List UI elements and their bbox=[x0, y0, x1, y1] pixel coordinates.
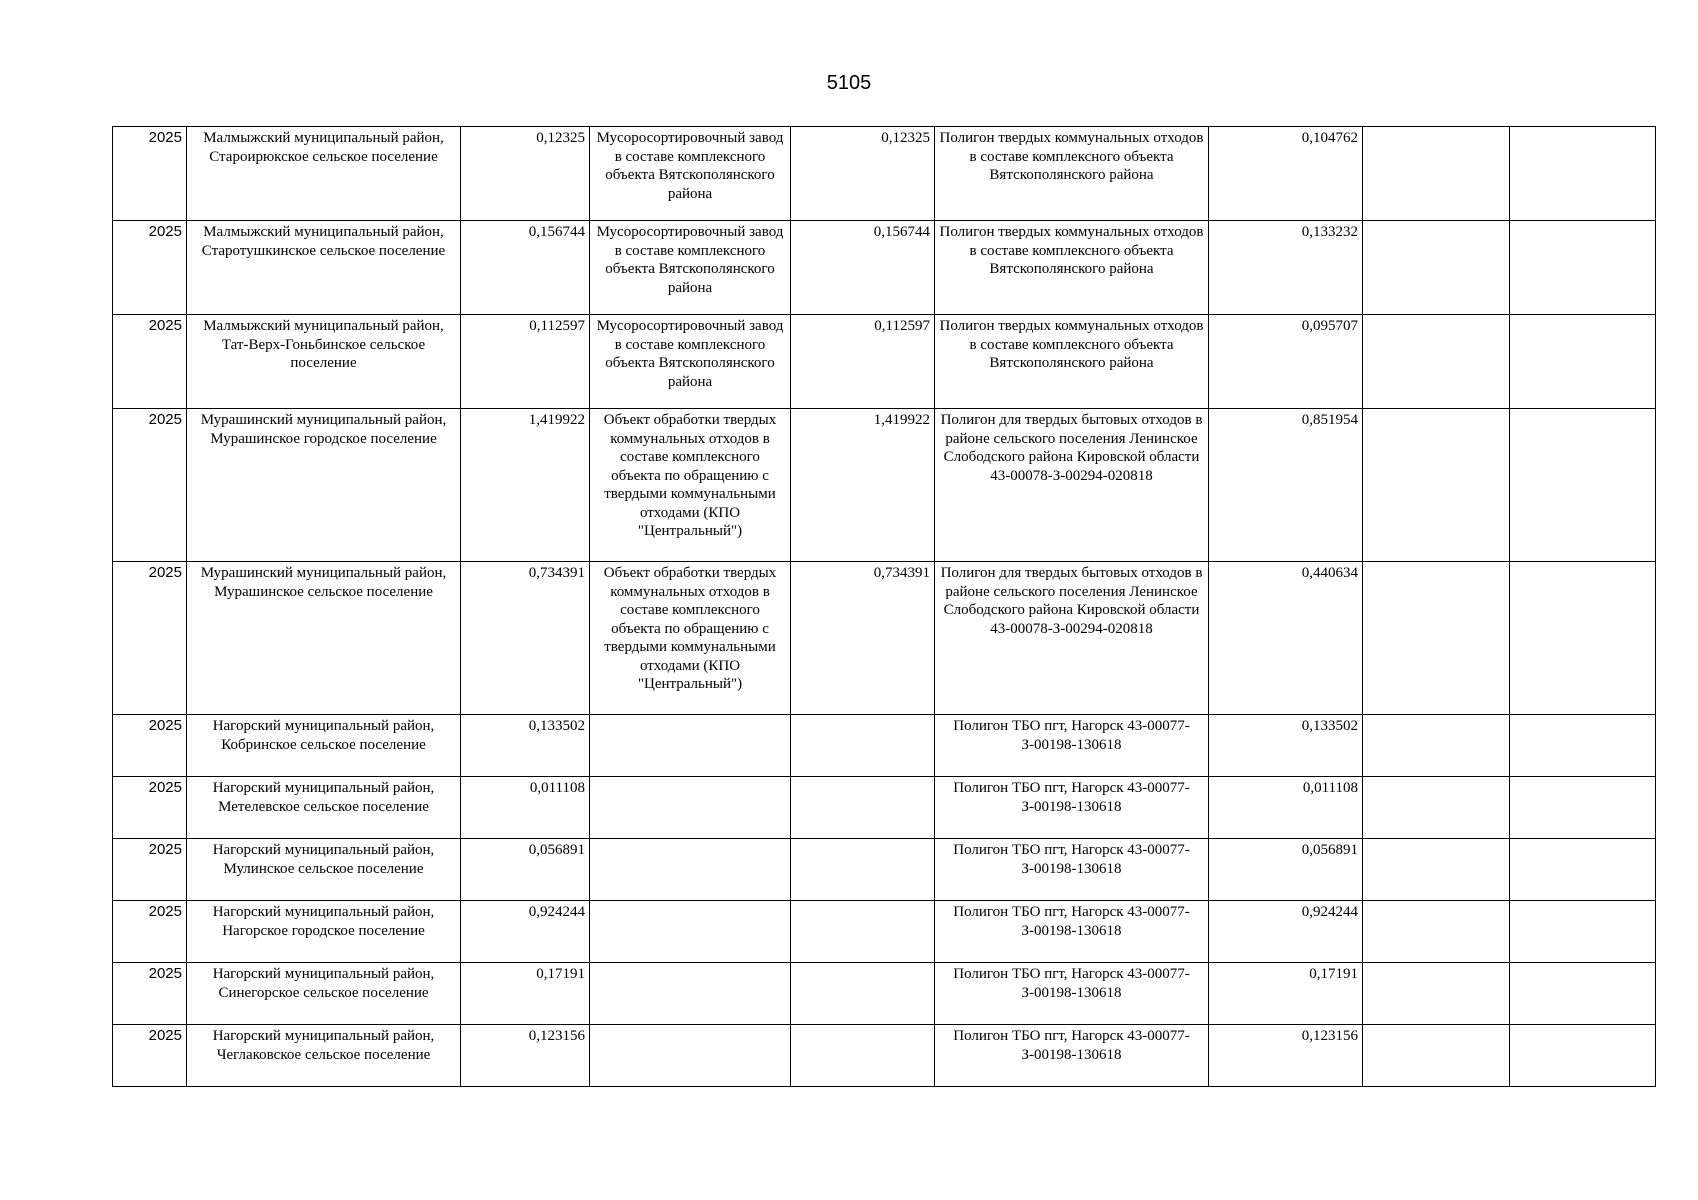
empty-cell bbox=[1510, 839, 1656, 901]
year-cell: 2025 bbox=[113, 1025, 187, 1087]
empty-cell bbox=[1510, 221, 1656, 315]
volume-cell: 0,056891 bbox=[461, 839, 590, 901]
empty-cell bbox=[1363, 409, 1510, 562]
empty-cell bbox=[1510, 1025, 1656, 1087]
year-cell: 2025 bbox=[113, 839, 187, 901]
municipality-cell: Нагорский муниципальный район, Нагорское городское поселение bbox=[187, 901, 461, 963]
processing-object-cell: Мусоросортировочный завод в составе комплексного объекта Вятскополянского района bbox=[590, 221, 791, 315]
landfill-cell: Полигон ТБО пгт, Нагорск 43-00077-З-00198-130618 bbox=[935, 777, 1209, 839]
table-row bbox=[113, 715, 1656, 777]
municipality-cell: Нагорский муниципальный район, Мулинское сельское поселение bbox=[187, 839, 461, 901]
volume-cell: 0,12325 bbox=[461, 127, 590, 221]
year-cell: 2025 bbox=[113, 409, 187, 562]
landfill-cell: Полигон для твердых бытовых отходов в районе сельского поселения Ленинское Слободского района Кировской области 43-00078-З-00294-020818 bbox=[935, 409, 1209, 562]
empty-cell bbox=[1510, 315, 1656, 409]
processing-volume-cell bbox=[791, 839, 935, 901]
processing-volume-cell: 0,156744 bbox=[791, 221, 935, 315]
processing-volume-cell: 0,12325 bbox=[791, 127, 935, 221]
processing-volume-cell: 0,734391 bbox=[791, 562, 935, 715]
municipality-cell: Нагорский муниципальный район, Синегорское сельское поселение bbox=[187, 963, 461, 1025]
municipality-cell: Малмыжский муниципальный район, Старотушкинское сельское поселение bbox=[187, 221, 461, 315]
empty-cell bbox=[1510, 901, 1656, 963]
processing-object-cell bbox=[590, 963, 791, 1025]
table-row bbox=[113, 901, 1656, 963]
processing-object-cell bbox=[590, 715, 791, 777]
year-cell: 2025 bbox=[113, 127, 187, 221]
processing-object-cell: Объект обработки твердых коммунальных отходов в составе комплексного объекта по обращению с твердыми коммунальными отходами (КПО "Центральный") bbox=[590, 409, 791, 562]
year-cell: 2025 bbox=[113, 963, 187, 1025]
processing-object-cell: Объект обработки твердых коммунальных отходов в составе комплексного объекта по обращению с твердыми коммунальными отходами (КПО "Центральный") bbox=[590, 562, 791, 715]
volume-cell: 0,156744 bbox=[461, 221, 590, 315]
year-cell: 2025 bbox=[113, 777, 187, 839]
landfill-volume-cell: 0,133502 bbox=[1209, 715, 1363, 777]
processing-volume-cell bbox=[791, 777, 935, 839]
landfill-cell: Полигон ТБО пгт, Нагорск 43-00077-З-00198-130618 bbox=[935, 839, 1209, 901]
landfill-cell: Полигон ТБО пгт, Нагорск 43-00077-З-00198-130618 bbox=[935, 963, 1209, 1025]
landfill-volume-cell: 0,133232 bbox=[1209, 221, 1363, 315]
volume-cell: 0,924244 bbox=[461, 901, 590, 963]
table-row bbox=[113, 777, 1656, 839]
landfill-volume-cell: 0,851954 bbox=[1209, 409, 1363, 562]
year-cell: 2025 bbox=[113, 221, 187, 315]
landfill-cell: Полигон ТБО пгт, Нагорск 43-00077-З-00198-130618 bbox=[935, 901, 1209, 963]
processing-object-cell: Мусоросортировочный завод в составе комплексного объекта Вятскополянского района bbox=[590, 315, 791, 409]
volume-cell: 0,123156 bbox=[461, 1025, 590, 1087]
volume-cell: 1,419922 bbox=[461, 409, 590, 562]
processing-volume-cell bbox=[791, 901, 935, 963]
table-body bbox=[113, 127, 1656, 1087]
landfill-volume-cell: 0,924244 bbox=[1209, 901, 1363, 963]
volume-cell: 0,133502 bbox=[461, 715, 590, 777]
landfill-volume-cell: 0,011108 bbox=[1209, 777, 1363, 839]
processing-volume-cell: 0,112597 bbox=[791, 315, 935, 409]
volume-cell: 0,734391 bbox=[461, 562, 590, 715]
municipality-cell: Нагорский муниципальный район, Метелевское сельское поселение bbox=[187, 777, 461, 839]
volume-cell: 0,17191 bbox=[461, 963, 590, 1025]
landfill-cell: Полигон ТБО пгт, Нагорск 43-00077-З-00198-130618 bbox=[935, 1025, 1209, 1087]
year-cell: 2025 bbox=[113, 901, 187, 963]
processing-volume-cell: 1,419922 bbox=[791, 409, 935, 562]
empty-cell bbox=[1363, 839, 1510, 901]
empty-cell bbox=[1363, 715, 1510, 777]
waste-flow-table bbox=[112, 126, 1656, 1087]
landfill-volume-cell: 0,123156 bbox=[1209, 1025, 1363, 1087]
empty-cell bbox=[1363, 562, 1510, 715]
table-row bbox=[113, 315, 1656, 409]
table-row bbox=[113, 127, 1656, 221]
landfill-cell: Полигон твердых коммунальных отходов в составе комплексного объекта Вятскополянского района bbox=[935, 221, 1209, 315]
landfill-cell: Полигон ТБО пгт, Нагорск 43-00077-З-00198-130618 bbox=[935, 715, 1209, 777]
volume-cell: 0,011108 bbox=[461, 777, 590, 839]
empty-cell bbox=[1363, 127, 1510, 221]
empty-cell bbox=[1510, 963, 1656, 1025]
empty-cell bbox=[1510, 127, 1656, 221]
landfill-volume-cell: 0,17191 bbox=[1209, 963, 1363, 1025]
municipality-cell: Мурашинский муниципальный район, Мурашинское городское поселение bbox=[187, 409, 461, 562]
processing-object-cell bbox=[590, 839, 791, 901]
landfill-volume-cell: 0,440634 bbox=[1209, 562, 1363, 715]
processing-object-cell: Мусоросортировочный завод в составе комплексного объекта Вятскополянского района bbox=[590, 127, 791, 221]
year-cell: 2025 bbox=[113, 562, 187, 715]
table-row bbox=[113, 221, 1656, 315]
table-row bbox=[113, 963, 1656, 1025]
table-row bbox=[113, 839, 1656, 901]
processing-object-cell bbox=[590, 1025, 791, 1087]
landfill-volume-cell: 0,095707 bbox=[1209, 315, 1363, 409]
empty-cell bbox=[1510, 777, 1656, 839]
empty-cell bbox=[1510, 562, 1656, 715]
year-cell: 2025 bbox=[113, 715, 187, 777]
processing-volume-cell bbox=[791, 715, 935, 777]
empty-cell bbox=[1363, 901, 1510, 963]
page-number: 5105 bbox=[826, 72, 872, 94]
municipality-cell: Малмыжский муниципальный район, Тат-Верх-Гоньбинское сельское поселение bbox=[187, 315, 461, 409]
municipality-cell: Мурашинский муниципальный район, Мурашинское сельское поселение bbox=[187, 562, 461, 715]
empty-cell bbox=[1510, 409, 1656, 562]
processing-object-cell bbox=[590, 901, 791, 963]
year-cell: 2025 bbox=[113, 315, 187, 409]
processing-volume-cell bbox=[791, 963, 935, 1025]
volume-cell: 0,112597 bbox=[461, 315, 590, 409]
landfill-cell: Полигон твердых коммунальных отходов в составе комплексного объекта Вятскополянского района bbox=[935, 127, 1209, 221]
landfill-volume-cell: 0,104762 bbox=[1209, 127, 1363, 221]
table-row bbox=[113, 409, 1656, 562]
empty-cell bbox=[1363, 777, 1510, 839]
municipality-cell: Нагорский муниципальный район, Кобринское сельское поселение bbox=[187, 715, 461, 777]
processing-object-cell bbox=[590, 777, 791, 839]
empty-cell bbox=[1363, 315, 1510, 409]
table-row bbox=[113, 562, 1656, 715]
processing-volume-cell bbox=[791, 1025, 935, 1087]
landfill-cell: Полигон для твердых бытовых отходов в районе сельского поселения Ленинское Слободского района Кировской области 43-00078-З-00294-020818 bbox=[935, 562, 1209, 715]
table-row bbox=[113, 1025, 1656, 1087]
empty-cell bbox=[1363, 221, 1510, 315]
landfill-volume-cell: 0,056891 bbox=[1209, 839, 1363, 901]
empty-cell bbox=[1363, 963, 1510, 1025]
municipality-cell: Малмыжский муниципальный район, Староирюкское сельское поселение bbox=[187, 127, 461, 221]
empty-cell bbox=[1363, 1025, 1510, 1087]
landfill-cell: Полигон твердых коммунальных отходов в составе комплексного объекта Вятскополянского района bbox=[935, 315, 1209, 409]
empty-cell bbox=[1510, 715, 1656, 777]
municipality-cell: Нагорский муниципальный район, Чеглаковское сельское поселение bbox=[187, 1025, 461, 1087]
